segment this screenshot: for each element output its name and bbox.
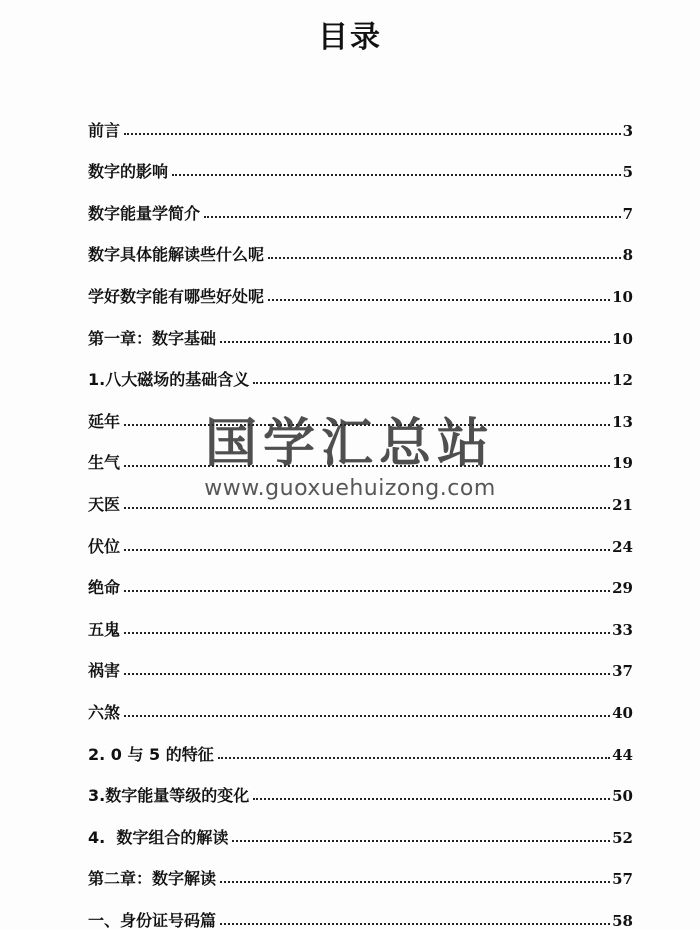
toc-leader-dots (124, 589, 610, 592)
toc-entry-label: 祸害 (88, 661, 121, 681)
toc-entry-label: 生气 (88, 453, 121, 473)
toc-leader-dots (124, 423, 610, 426)
toc-entry-page: 5 (622, 163, 633, 182)
toc-leader-dots (124, 132, 621, 135)
toc-leader-dots (268, 256, 621, 259)
toc-entry-page: 24 (612, 537, 633, 556)
page-title: 目录 (318, 20, 382, 55)
toc-leader-dots (204, 215, 621, 218)
toc-entry-label: 学好数字能有哪些好处呢 (88, 286, 265, 306)
toc-entry-label: 数字具体能解读些什么呢 (88, 245, 265, 265)
toc-entry-label: 五鬼 (88, 619, 121, 639)
toc-entry-page: 33 (612, 620, 633, 639)
toc-entry-label: 数字能量学简介 (88, 203, 201, 223)
toc-entry-page: 58 (612, 911, 633, 930)
toc-leader-dots (220, 880, 610, 883)
toc-entry-page: 37 (612, 662, 633, 681)
toc-entry-label: 伏位 (88, 536, 121, 556)
toc-leader-dots (124, 464, 610, 467)
toc-entry-page: 40 (612, 703, 633, 722)
toc-entry-label: 延年 (88, 411, 121, 431)
toc-entry[interactable] (88, 679, 633, 721)
toc-entry[interactable] (88, 638, 633, 680)
toc-entry[interactable] (88, 347, 633, 389)
toc-entry-label: 六煞 (88, 702, 121, 722)
toc-entry[interactable] (88, 887, 633, 929)
toc-leader-dots (124, 714, 610, 717)
toc-entry-label: 第二章：数字解读 (88, 869, 217, 889)
toc-entry-page: 50 (612, 787, 633, 806)
toc-leader-dots (172, 173, 621, 176)
toc-leader-dots (124, 548, 610, 551)
toc-entry-label: 绝命 (88, 578, 121, 598)
toc-entry-page: 7 (622, 204, 633, 223)
toc-entry[interactable] (88, 222, 633, 264)
toc-entry-page: 21 (612, 495, 633, 514)
toc-leader-dots (268, 298, 610, 301)
toc-entry[interactable] (88, 471, 633, 513)
toc-entry[interactable] (88, 513, 633, 555)
toc-entry[interactable] (88, 721, 633, 763)
watermark-title: 国学汇总站 (204, 414, 495, 474)
toc-entry-label: 2. 0 与 5 的特征 (88, 744, 214, 764)
toc-entry-page: 44 (612, 745, 633, 764)
toc-entry-page: 8 (622, 246, 633, 265)
toc-entry-page: 57 (612, 870, 633, 889)
toc-entry-label: 3.数字能量等级的变化 (88, 786, 250, 806)
toc-entry-label: 1.八大磁场的基础含义 (88, 370, 250, 390)
toc-entry-page: 12 (612, 371, 633, 390)
toc-entry-page: 19 (612, 454, 633, 473)
toc-leader-dots (124, 672, 610, 675)
toc-entry-label: 一、身份证号码篇 (88, 910, 217, 930)
toc-entry[interactable] (88, 804, 633, 846)
toc-entry[interactable] (88, 596, 633, 638)
toc-leader-dots (253, 797, 610, 800)
toc-entry-page: 52 (612, 828, 633, 847)
toc-entry-label: 第一章：数字基础 (88, 328, 217, 348)
toc-leader-dots (218, 756, 610, 759)
toc-entry[interactable] (88, 555, 633, 597)
toc-entry-page: 13 (612, 412, 633, 431)
toc-entry[interactable] (88, 263, 633, 305)
toc-entry-page: 10 (612, 287, 633, 306)
toc-leader-dots (220, 922, 610, 925)
toc-leader-dots (232, 839, 610, 842)
toc-entry[interactable] (88, 139, 633, 181)
toc-entry-label: 天医 (88, 494, 121, 514)
toc-entry-label: 4. 数字组合的解读 (88, 827, 229, 847)
toc-leader-dots (220, 340, 610, 343)
toc-entry-page: 29 (612, 579, 633, 598)
toc-entry[interactable] (88, 763, 633, 805)
toc-entry-label: 前言 (88, 120, 121, 140)
toc-entry[interactable] (88, 305, 633, 347)
toc-entry[interactable] (88, 846, 633, 888)
toc-leader-dots (124, 631, 610, 634)
toc-leader-dots (253, 381, 610, 384)
toc-entry[interactable] (88, 180, 633, 222)
toc-entry-page: 10 (612, 329, 633, 348)
toc-entry[interactable] (88, 97, 633, 139)
toc-entry[interactable] (88, 430, 633, 472)
table-of-contents (88, 97, 633, 929)
toc-leader-dots (124, 506, 610, 509)
watermark-url: www.guoxuehuizong.com (204, 476, 496, 501)
toc-entry-page: 3 (622, 121, 633, 140)
toc-entry[interactable] (88, 388, 633, 430)
toc-entry-label: 数字的影响 (88, 162, 169, 182)
